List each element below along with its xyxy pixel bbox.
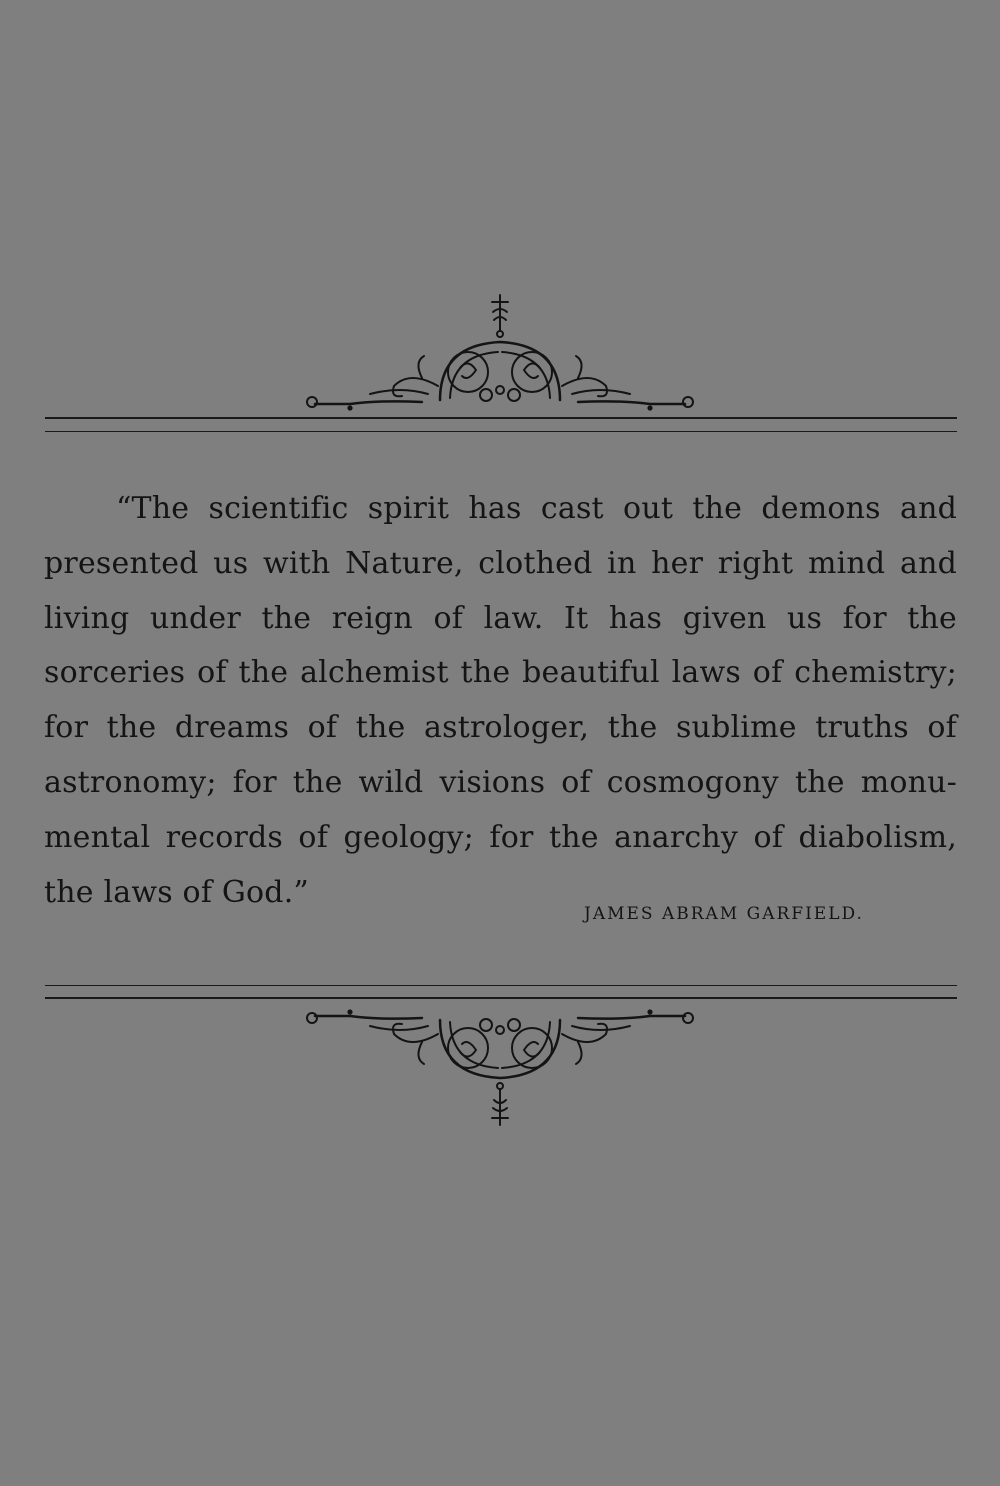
quote-line: sorceries of the alchemist the beautiful laws of chemistry;: [44, 655, 957, 691]
quote-line: presented us with Nature, clothed in her right mind and: [44, 545, 957, 581]
top-rule-thin: [45, 431, 957, 432]
quote-attribution: JAMES ABRAM GARFIELD.: [584, 904, 864, 924]
bottom-rule-thick: [45, 997, 957, 999]
quote-line: for the dreams of the astrologer, the sublime truths of: [44, 710, 957, 746]
quote-line: astronomy; for the wild visions of cosmogony the monu-: [44, 764, 957, 800]
quote-line: “The scientific spirit has cast out the demons and: [116, 491, 957, 526]
bottom-flourish-ornament-icon: [290, 1000, 710, 1130]
quote-line: living under the reign of law. It has given us for the: [44, 600, 957, 636]
quote-block: [44, 482, 957, 920]
top-rule-thick: [45, 417, 957, 419]
bottom-rule-thin: [45, 985, 957, 986]
quote-line: the laws of God.”: [44, 874, 309, 910]
quote-line: mental records of geology; for the anarchy of diabolism,: [44, 819, 957, 855]
top-flourish-ornament-icon: [290, 290, 710, 420]
